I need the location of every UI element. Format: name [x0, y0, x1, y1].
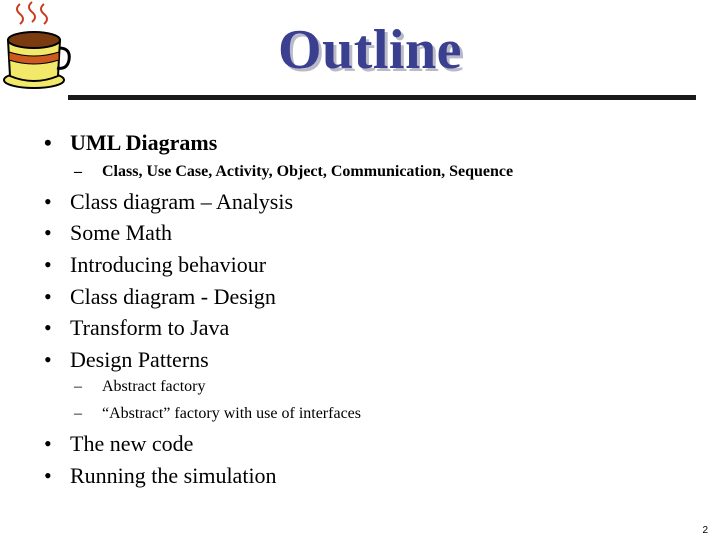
list-item-label: Some Math [70, 220, 173, 245]
sub-list-item-label: Abstract factory [102, 378, 206, 395]
list-item [44, 315, 229, 341]
dash-icon: – [74, 163, 82, 180]
slide-title: Outline [278, 19, 462, 81]
list-item-label: Introducing behaviour [70, 252, 267, 277]
list-item-label: Transform to Java [70, 315, 230, 340]
page-number: 2 [702, 525, 708, 536]
list-item [44, 220, 172, 246]
sub-list-item [74, 162, 513, 182]
dash-icon: – [74, 378, 82, 395]
list-item [44, 431, 193, 457]
sub-list-item [74, 377, 206, 397]
list-item-label: Class diagram - Design [70, 284, 276, 309]
list-item-label: The new code [70, 431, 194, 456]
bullet-icon: • [44, 220, 52, 245]
dash-icon: – [74, 405, 82, 422]
list-item [44, 463, 277, 489]
sub-list-item [74, 404, 361, 424]
bullet-icon: • [44, 347, 52, 372]
bullet-icon: • [44, 189, 52, 214]
list-item [44, 130, 217, 156]
bullet-icon: • [44, 431, 52, 456]
list-item-label: Running the simulation [70, 463, 277, 488]
list-item [44, 189, 293, 215]
list-item-label: Class diagram – Analysis [70, 189, 294, 214]
bullet-icon: • [44, 463, 52, 488]
bullet-icon: • [44, 284, 52, 309]
list-item-label: Design Patterns [70, 347, 209, 372]
bullet-icon: • [44, 315, 52, 340]
list-item [44, 347, 209, 373]
list-item-label: UML Diagrams [70, 130, 218, 155]
sub-list-item-label: Class, Use Case, Activity, Object, Communication, Sequence [102, 163, 514, 180]
list-item [44, 252, 266, 278]
list-item [44, 284, 276, 310]
sub-list-item-label: “Abstract” factory with use of interfaces [102, 405, 361, 422]
bullet-icon: • [44, 252, 52, 277]
bullet-icon: • [44, 130, 52, 155]
